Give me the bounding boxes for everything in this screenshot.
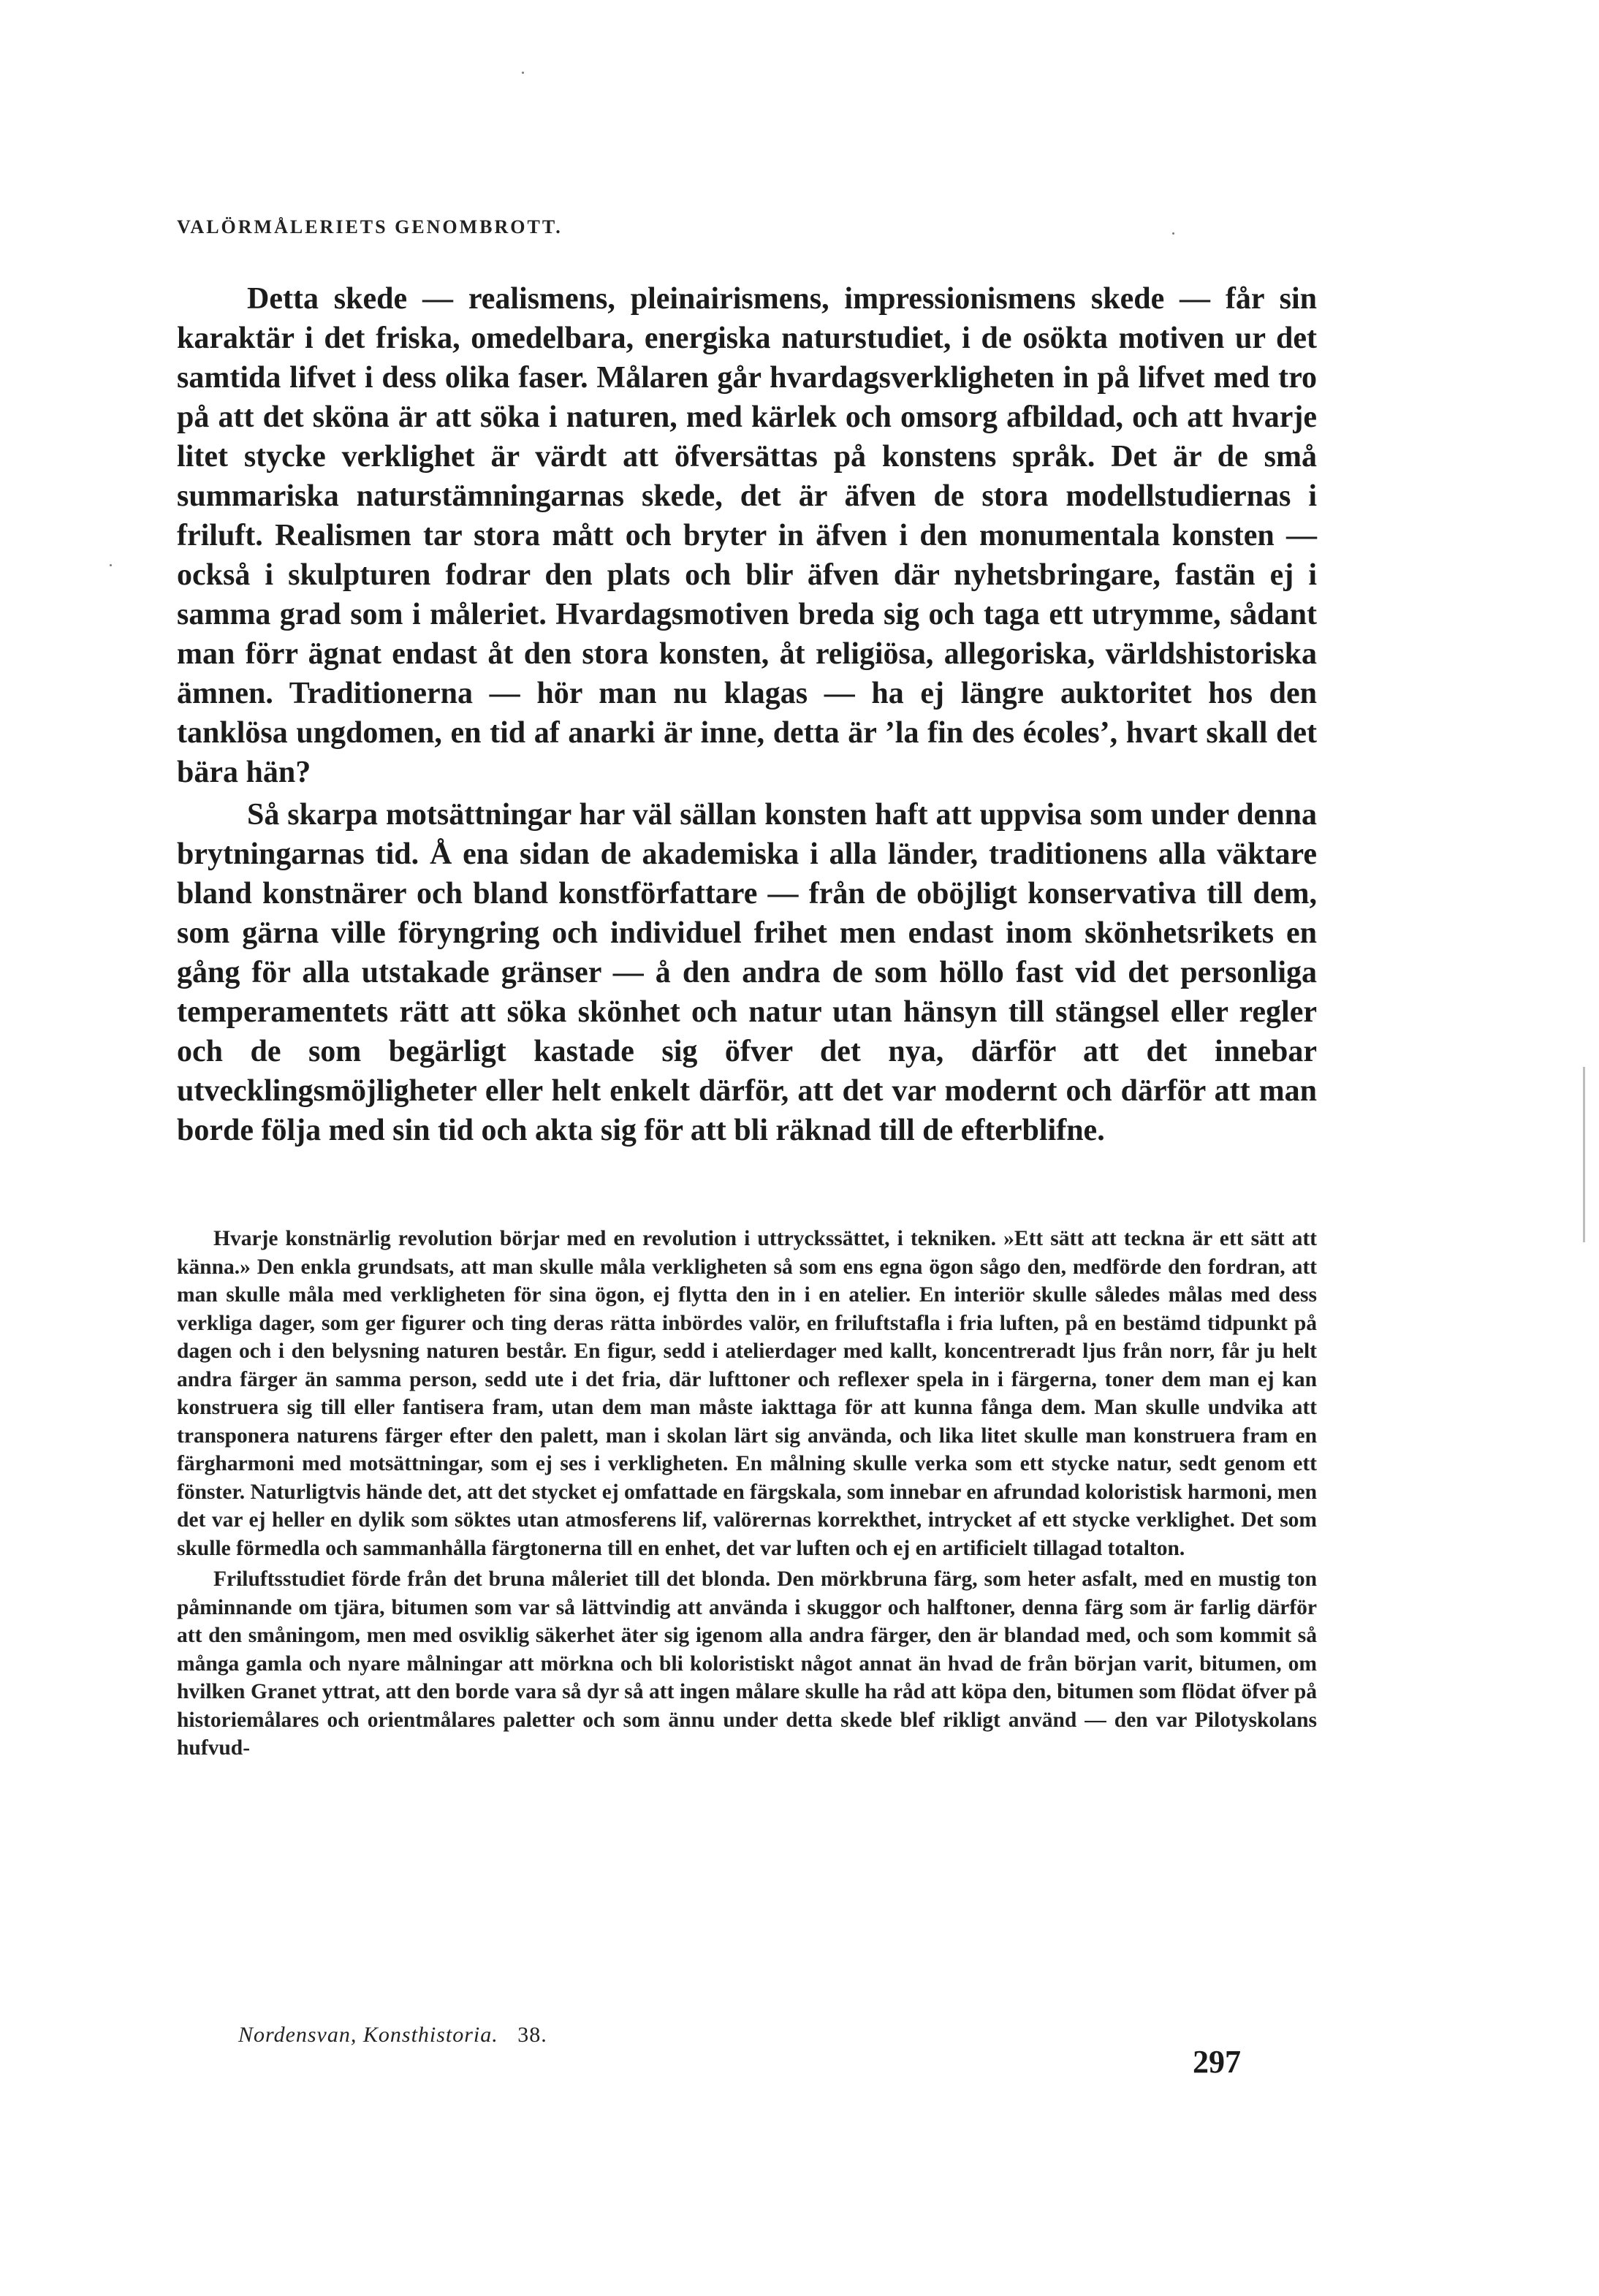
printer-signature — [238, 2023, 547, 2048]
main-text — [177, 279, 1317, 1150]
main-paragraph-2: Så skarpa motsättningar har väl sällan konsten haft att uppvisa som under denna brytningarnas tid. Å ena sidan de akademiska i alla länder, traditionens alla väktare bland konstnärer och bland konstförfattare — från de oböjligt konservativa till dem, som gärna ville föryngring och individuel frihet men endast inom skönhetsrikets en gång för alla utstakade gränser — å den andra de som höllo fast vid det personliga temperamentets rätt att söka skönhet och natur utan hänsyn till stängsel eller regler och de som begärligt kastade sig öfver det nya, därför att det innebar utvecklingsmöjligheter eller helt enkelt därför, att det var modernt och därför att man borde följa med sin tid och akta sig för att bli räknad till de efterblifne. — [177, 798, 1317, 1147]
scan-speck — [522, 72, 524, 74]
signature-author: Nordensvan, — [238, 2023, 357, 2047]
scan-speck — [110, 564, 112, 566]
small-paragraph-1: Hvarje konstnärlig revolution börjar med en revolution i uttryckssättet, i tekniken. »Ett sätt att teckna är ett sätt att känna.» Den enkla grundsats, att man skulle måla verkligheten så som ens egna ögon sågo den, medförde den fordran, att man skulle måla med verkligheten för sina ögon, ej flytta den in i en atelier. En interiör skulle således målas med dess verkliga dager, som ger figurer och ting deras rätta inbördes valör, en friluftstafla i fria luften, på en bestämd tidpunkt på dagen och i den belysning naturen består. En figur, sedd i atelierdager med kallt, koncentreradt ljus från norr, får ju helt andra färger än samma person, sedd ute i det fria, där lufttoner och reflexer spela in i färgerna, toner dem man ej kan konstruera sig till eller fantisera fram, utan dem man måste iakttaga för att kunna fånga dem. Man skulle undvika att transponera naturens färger efter den palett, man i skolan lärt sig använda, och lika litet skulle man konstruera fram en färgharmoni med motsättningar, som ej ses i verkligheten. En målning skulle verka som ett stycke natur, sedt genom ett fönster. Naturligtvis hände det, att det stycket ej omfattade en färgskala, som innebar en afrundad koloristisk harmoni, men det var ej heller en dylik som söktes utan atmosferens lif, valörernas korrekthet, intrycket af ett stycke verklighet. Det som skulle förmedla och sammanhålla färgtonerna till en enhet, det var luften och ej en artificielt tillagad totalton. — [177, 1227, 1317, 1560]
sheet-number: 38. — [517, 2023, 547, 2047]
scan-edge-line — [1583, 1067, 1585, 1242]
page-number: 297 — [1193, 2044, 1241, 2080]
main-paragraph-1: Detta skede — realismens, pleinairismens, impressionismens skede — får sin karaktär i det friska, omedelbara, energiska naturstudiet, i de osökta motiven ur det samtida lifvet i dess olika faser. Målaren går hvardagsverkligheten in på lifvet med tro på att det sköna är att söka i naturen, med kärlek och omsorg afbildad, och att hvarje litet stycke verklighet är värdt att öfversättas på konstens språk. Det är de små summariska naturstämningarnas skede, det är äfven de stora modellstudiernas i friluft. Realismen tar stora mått och bryter in äfven i den monumentala konsten — också i skulpturen fodrar den plats och blir äfven där nyhetsbringare, fastän ej i samma grad som i måleriet. Hvardagsmotiven breda sig och taga ett utrymme, sådant man förr ägnat endast åt den stora konsten, åt religiösa, allegoriska, världshistoriska ämnen. Traditionerna — hör man nu klagas — ha ej längre auktoritet hos den tanklösa ungdomen, en tid af anarki är inne, detta är ’la fin des écoles’, hvart skall det bära hän? — [177, 282, 1317, 789]
small-paragraph-2: Friluftsstudiet förde från det bruna måleriet till det blonda. Den mörkbruna färg, som heter asfalt, med en mustig ton påminnande om tjära, bitumen som var så lättvindig att använda i skuggor och halftoner, denna färg som är farlig därför att den småningom, men med osviklig säkerhet äter sig igenom alla andra färger, den är blandad med, och som kommit så många gamla och nyare målningar att mörkna och bli koloristiskt något annat än hvad de från början varit, bitumen, om hvilken Granet yttrat, att den borde vara så dyr så att ingen målare skulle ha råd att köpa den, bitumen som flödat öfver på historiemålares och orientmålares paletter och som ännu under detta skede blef rikligt använd — den var Pilotyskolans hufvud- — [177, 1567, 1317, 1760]
scan-speck — [1172, 232, 1174, 235]
signature-title: Konsthistoria. — [362, 2023, 498, 2047]
small-print-text — [177, 1225, 1317, 1763]
running-header: VALÖRMÅLERIETS GENOMBROTT. — [177, 216, 563, 237]
